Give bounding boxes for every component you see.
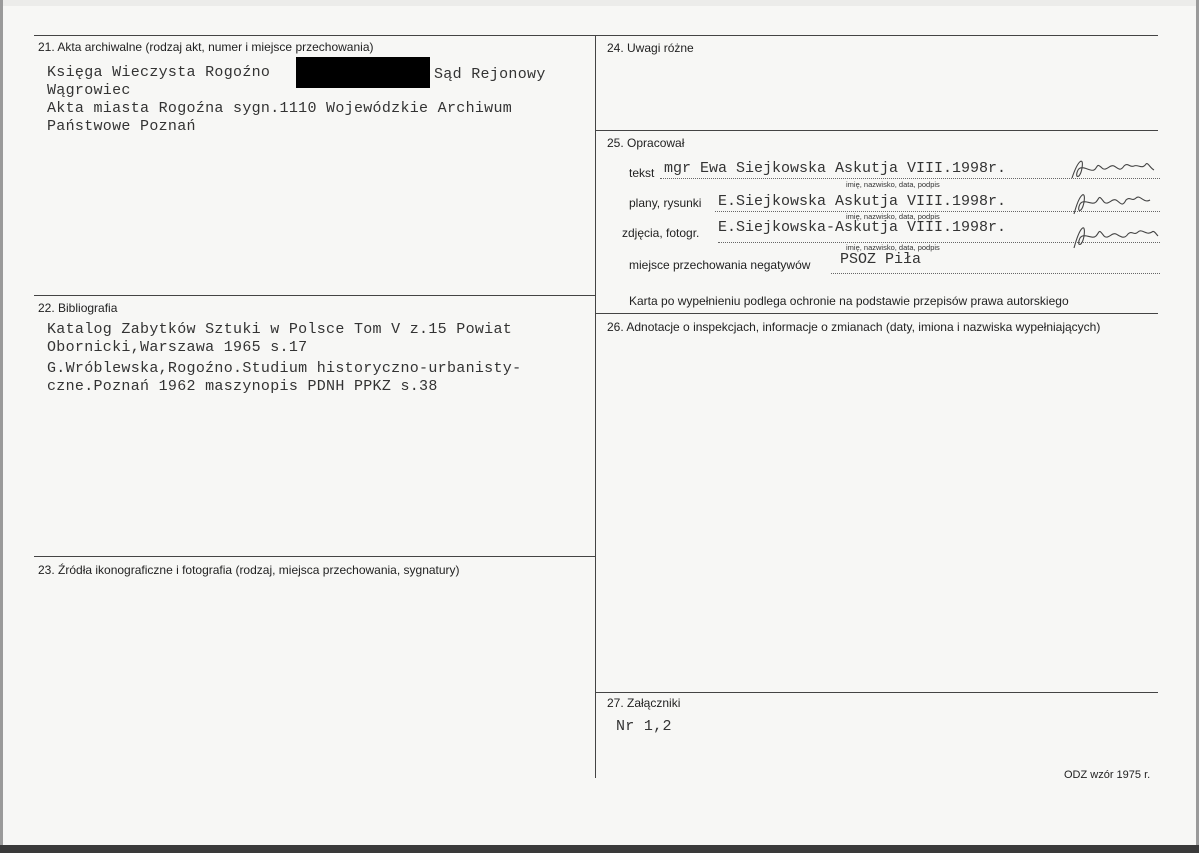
card-edge-top bbox=[0, 0, 1199, 6]
bibliography-line: G.Wróblewska,Rogoźno.Studium historyczno-urbanisty- bbox=[47, 360, 522, 377]
section-24-label: 24. Uwagi różne bbox=[607, 41, 694, 55]
top-rule bbox=[34, 35, 1158, 36]
plany-label: plany, rysunki bbox=[629, 196, 702, 210]
section-21-label: 21. Akta archiwalne (rodzaj akt, numer i miejsce przechowania) bbox=[38, 40, 374, 54]
plany-value: E.Siejkowska Askutja VIII.1998r. bbox=[718, 193, 1007, 210]
archival-line-2: Wągrowiec bbox=[47, 82, 131, 99]
copyright-notice: Karta po wypełnieniu podlega ochronie na podstawie przepisów prawa autorskiego bbox=[629, 294, 1069, 308]
card-edge-left bbox=[0, 0, 3, 853]
rule-21-22 bbox=[34, 295, 595, 296]
rule-22-23 bbox=[34, 556, 595, 557]
form-version: ODZ wzór 1975 r. bbox=[1064, 769, 1151, 781]
section-22-label: 22. Bibliografia bbox=[38, 301, 118, 315]
archival-line-4: Państwowe Poznań bbox=[47, 118, 196, 135]
bibliography-line: czne.Poznań 1962 maszynopis PDNH PPKZ s.38 bbox=[47, 378, 438, 395]
tekst-label: tekst bbox=[629, 166, 655, 180]
signature-3 bbox=[1068, 220, 1160, 252]
signature-2 bbox=[1068, 188, 1158, 218]
attachments-value: Nr 1,2 bbox=[616, 718, 672, 735]
section-26-label: 26. Adnotacje o inspekcjach, informacje o zmianach (daty, imiona i nazwiska wypełniających) bbox=[607, 320, 1101, 334]
zdjecia-label: zdjęcia, fotogr. bbox=[622, 226, 700, 240]
negatywy-label: miejsce przechowania negatywów bbox=[629, 258, 811, 272]
negatywy-value: PSOZ Piła bbox=[840, 251, 922, 268]
bibliography-line: Katalog Zabytków Sztuki w Polsce Tom V z.15 Powiat bbox=[47, 321, 513, 338]
bibliography-line: Obornicki,Warszawa 1965 s.17 bbox=[47, 339, 308, 356]
zdjecia-value: E.Siejkowska-Askutja VIII.1998r. bbox=[718, 219, 1007, 236]
negatywy-dotted-line bbox=[831, 273, 1160, 274]
redaction-block bbox=[296, 57, 430, 88]
plany-sublabel: imię, nazwisko, data, podpis bbox=[846, 212, 940, 221]
section-27-label: 27. Załączniki bbox=[607, 696, 681, 710]
tekst-value: mgr Ewa Siejkowska Askutja VIII.1998r. bbox=[664, 160, 1007, 177]
zdjecia-sublabel: imię, nazwisko, data, podpis bbox=[846, 243, 940, 252]
section-25-label: 25. Opracował bbox=[607, 136, 685, 150]
archival-line-3: Akta miasta Rogoźna sygn.1110 Wojewódzkie Archiwum bbox=[47, 100, 513, 117]
center-divider bbox=[595, 35, 596, 778]
tekst-sublabel: imię, nazwisko, data, podpis bbox=[846, 180, 940, 189]
archival-line-1a: Księga Wieczysta Rogoźno bbox=[47, 64, 271, 81]
card-edge-bottom bbox=[0, 845, 1199, 853]
signature-1 bbox=[1068, 154, 1158, 184]
section-23-label: 23. Źródła ikonograficzne i fotografia (rodzaj, miejsca przechowania, sygnatury) bbox=[38, 563, 460, 577]
rule-24-25 bbox=[595, 130, 1158, 131]
archival-line-1b: Sąd Rejonowy bbox=[434, 66, 546, 83]
